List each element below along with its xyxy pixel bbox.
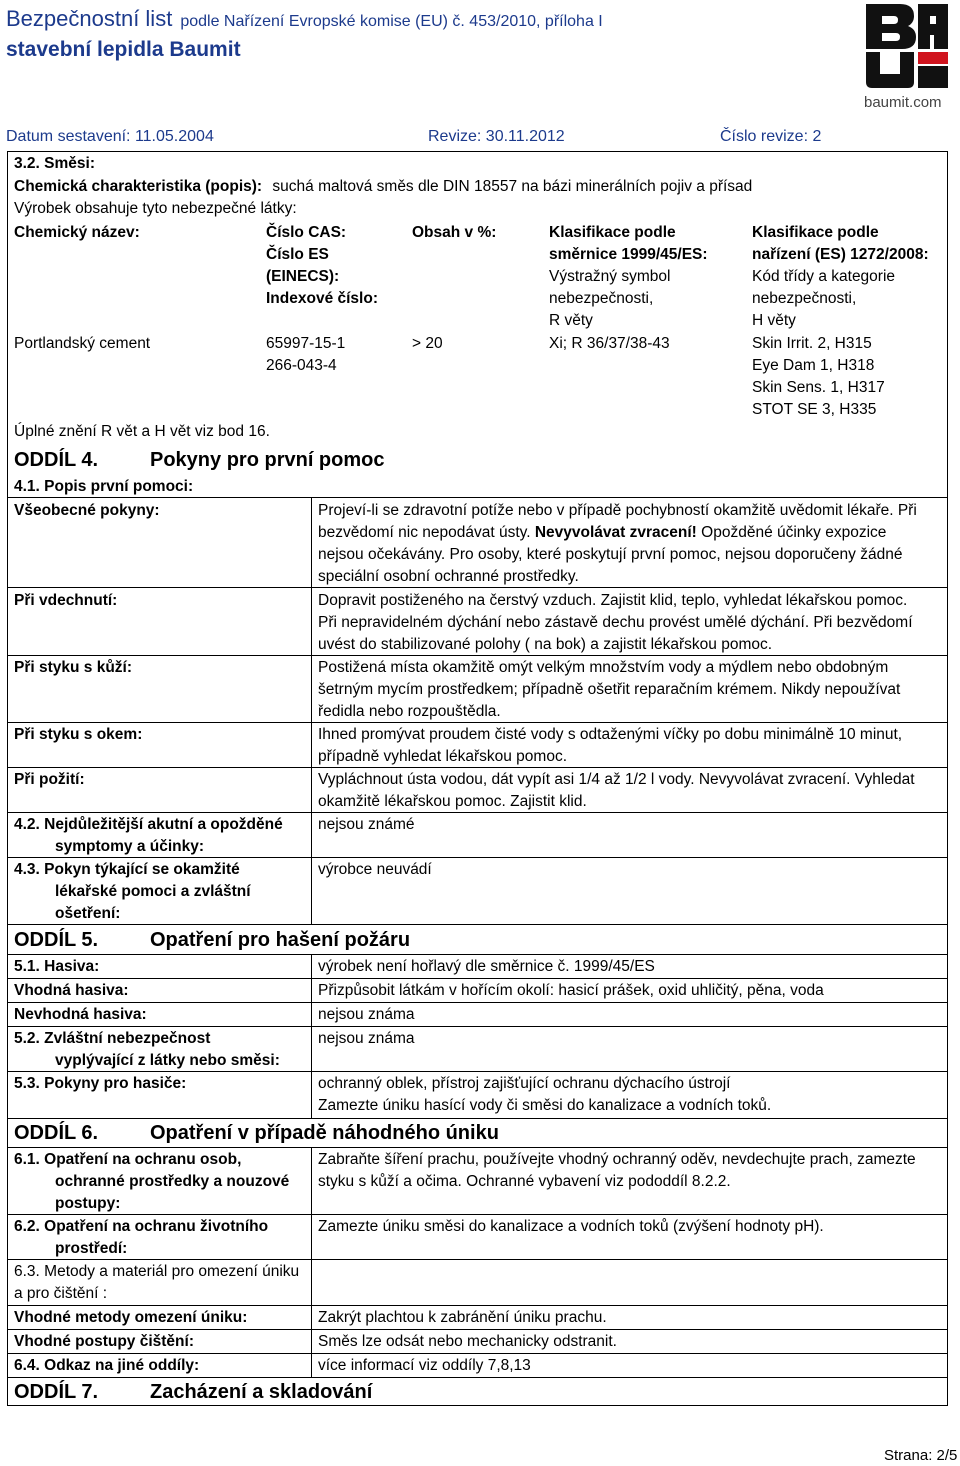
s4-inhal-1: Dopravit postiženého na čerstvý vzduch. Zajistit klid, teplo, vyhledat lékařskou pomoc. <box>318 592 908 609</box>
s3-row-name: Portlandský cement <box>14 335 151 352</box>
s3-col-cas-2: Číslo ES <box>266 246 329 263</box>
s3-col-reg-4: nebezpečnosti, <box>752 290 857 307</box>
s4-ingest-label: Při požití: <box>14 771 85 788</box>
s4-43-label-3: ošetření: <box>55 905 121 922</box>
s5-53-label: 5.3. Pokyny pro hasiče: <box>14 1075 187 1092</box>
document-title <box>6 6 603 32</box>
s6-62-label-2: prostředí: <box>55 1240 128 1257</box>
s4-eye-2: případně vyhledat lékařskou pomoc. <box>318 748 568 765</box>
s4-general-2a: bezvědomí nic nepodávat ústy. <box>318 524 531 541</box>
s5-unsuit-value: nejsou známa <box>318 1006 415 1023</box>
s5-number: ODDÍL 5. <box>14 929 99 951</box>
divider <box>8 1214 947 1215</box>
s3-char-value: suchá maltová směs dle DIN 18557 na bázi minerálních pojiv a přísad <box>272 178 753 195</box>
s3-row-h-1: Skin Irrit. 2, H315 <box>752 335 872 352</box>
s4-ingest-1: Vypláchnout ústa vodou, dát vypít asi 1/4 až 1/2 l vody. Nevyvolávat zvracení. Vyhledat <box>318 771 915 788</box>
s4-skin-3: ředidla nebo rozpouštědla. <box>318 703 501 720</box>
divider <box>8 1071 947 1072</box>
s7-title: Zacházení a skladování <box>150 1381 373 1403</box>
s5-52-label-1: 5.2. Zvláštní nebezpečnost <box>14 1030 211 1047</box>
s4-title: Pokyny pro první pomoc <box>150 449 385 471</box>
s6-contain-label: Vhodné metody omezení úniku: <box>14 1309 248 1326</box>
baumit-logo <box>862 2 952 102</box>
s3-row-h-2: Eye Dam 1, H318 <box>752 357 875 374</box>
divider <box>8 924 947 925</box>
s6-64-value: více informací viz oddíly 7,8,13 <box>318 1357 531 1374</box>
divider <box>8 1002 947 1003</box>
revision-date: Revize: 30.11.2012 <box>428 128 565 145</box>
divider <box>8 954 947 955</box>
s4-42-label-1: 4.2. Nejdůležitější akutní a opožděné <box>14 816 283 833</box>
divider <box>8 587 947 588</box>
title-main: Bezpečnostní list <box>6 6 173 31</box>
s4-skin-2: šetrným mycím prostředkem; případně ošetřit reparačním krémem. Nikdy nepoužívat <box>318 681 901 698</box>
divider <box>8 1353 947 1354</box>
s4-ingest-2: okamžitě lékařskou pomoc. Zajistit klid. <box>318 793 587 810</box>
s3-row-es: 266-043-4 <box>266 357 337 374</box>
compiled-date: Datum sestavení: 11.05.2004 <box>6 128 214 145</box>
s3-col-cas-1: Číslo CAS: <box>266 224 347 241</box>
s5-suit-label: Vhodná hasiva: <box>14 982 129 999</box>
s3-col-dir-3: Výstražný symbol <box>549 268 671 285</box>
s3-col-cas-3: (EINECS): <box>266 268 340 285</box>
s4-inhal-label: Při vdechnutí: <box>14 592 118 609</box>
divider <box>8 812 947 813</box>
divider <box>8 767 947 768</box>
s6-61-label-1: 6.1. Opatření na ochranu osob, <box>14 1151 242 1168</box>
divider <box>8 655 947 656</box>
s3-col-reg-5: H věty <box>752 312 796 329</box>
column-divider <box>311 497 312 924</box>
divider <box>8 1118 947 1119</box>
divider <box>8 1259 947 1260</box>
s4-general-2c: Opožděné účinky expozice <box>701 524 887 541</box>
s3-col-reg-1: Klasifikace podle <box>752 224 879 241</box>
s3-col-reg-2: nařízení (ES) 1272/2008: <box>752 246 929 263</box>
title-sub: podle Nařízení Evropské komise (EU) č. 453/2010, příloha I <box>180 13 603 30</box>
s6-title: Opatření v případě náhodného úniku <box>150 1122 499 1144</box>
s6-clean-value: Směs lze odsát nebo mechanicky odstranit. <box>318 1333 617 1350</box>
s6-63-label-2: a pro čištění : <box>14 1285 108 1302</box>
s6-61-label-2: ochranné prostředky a nouzové <box>55 1173 290 1190</box>
s5-52-label-2: vyplývající z látky nebo směsi: <box>55 1052 280 1069</box>
logo-url: baumit.com <box>864 94 942 111</box>
s5-title: Opatření pro hašení požáru <box>150 929 411 951</box>
s3-full-text: Úplné znění R vět a H vět viz bod 16. <box>14 423 270 440</box>
column-divider <box>311 1147 312 1377</box>
s6-61-label-3: postupy: <box>55 1195 121 1212</box>
s3-row-cas: 65997-15-1 <box>266 335 346 352</box>
s3-col-content: Obsah v %: <box>412 224 497 241</box>
s5-52-value: nejsou známa <box>318 1030 415 1047</box>
divider <box>8 857 947 858</box>
s4-eye-label: Při styku s okem: <box>14 726 143 743</box>
s5-51-value: výrobek není hořlavý dle směrnice č. 1999/45/ES <box>318 958 655 975</box>
s5-suit-value: Přizpůsobit látkám v hořícím okolí: hasicí prášek, oxid uhličitý, pěna, voda <box>318 982 824 999</box>
s4-inhal-2: Při nepravidelném dýchání nebo zástavě dechu provést umělé dýchání. Při bezvědomí <box>318 614 913 631</box>
s3-col-name: Chemický název: <box>14 224 140 241</box>
s6-62-value: Zamezte úniku směsi do kanalizace a vodních toků (zvýšení hodnoty pH). <box>318 1218 824 1235</box>
s3-col-dir-5: R věty <box>549 312 593 329</box>
divider <box>8 1305 947 1306</box>
s4-general-label: Všeobecné pokyny: <box>14 502 160 519</box>
divider <box>8 722 947 723</box>
s4-42-label-2: symptomy a účinky: <box>55 838 205 855</box>
s4-general-1: Projeví-li se zdravotní potíže nebo v případě pochybností okamžitě uvědomit lékaře. Při <box>318 502 917 519</box>
s4-skin-label: Při styku s kůží: <box>14 659 133 676</box>
revision-number: Číslo revize: 2 <box>720 128 822 145</box>
s4-eye-1: Ihned promývat proudem čisté vody s odtaženými víčky po dobu minimálně 10 minut, <box>318 726 903 743</box>
s5-51-label: 5.1. Hasiva: <box>14 958 100 975</box>
s6-contain-value: Zakrýt plachtou k zabránění úniku prachu. <box>318 1309 607 1326</box>
s3-char-label: Chemická charakteristika (popis): <box>14 178 263 195</box>
s4-general-3: nejsou očekávány. Pro osoby, které poskytují první pomoc, nejsou doporučeny žádné <box>318 546 903 563</box>
s4-general-2 <box>318 522 886 544</box>
s5-53-value-2: Zamezte úniku hasící vody či směsi do kanalizace a vodních toků. <box>318 1097 772 1114</box>
s3-row-h-4: STOT SE 3, H335 <box>752 401 877 418</box>
s3-col-dir-2: směrnice 1999/45/ES: <box>549 246 708 263</box>
page-number: Strana: 2/5 <box>884 1447 958 1464</box>
divider <box>8 1026 947 1027</box>
s3-contains: Výrobek obsahuje tyto nebezpečné látky: <box>14 200 297 217</box>
s4-general-2b: Nevyvolávat zvracení! <box>534 524 697 541</box>
s7-number: ODDÍL 7. <box>14 1381 99 1403</box>
s3-heading: 3.2. Směsi: <box>14 155 95 172</box>
divider <box>8 497 947 498</box>
s5-53-value-1: ochranný oblek, přístroj zajišťující ochranu dýchacího ústrojí <box>318 1075 731 1092</box>
s4-43-label-1: 4.3. Pokyn týkající se okamžité <box>14 861 240 878</box>
s3-row-r: Xi; R 36/37/38-43 <box>549 335 670 352</box>
s6-61-value-1: Zabraňte šíření prachu, používejte vhodný ochranný oděv, nevdechujte prach, zamezte <box>318 1151 916 1168</box>
s4-42-value: nejsou známé <box>318 816 415 833</box>
s6-clean-label: Vhodné postupy čištění: <box>14 1333 194 1350</box>
s6-number: ODDÍL 6. <box>14 1122 99 1144</box>
s3-row-content: > 20 <box>412 335 443 352</box>
s5-unsuit-label: Nevhodná hasiva: <box>14 1006 147 1023</box>
divider <box>8 1329 947 1330</box>
column-divider <box>311 954 312 1118</box>
divider <box>8 978 947 979</box>
divider <box>8 1147 947 1148</box>
s6-63-label-1: 6.3. Metody a materiál pro omezení úniku <box>14 1263 300 1280</box>
s4-skin-1: Postižená místa okamžitě omýt velkým množstvím vody a mýdlem nebo obdobným <box>318 659 889 676</box>
s6-62-label-1: 6.2. Opatření na ochranu životního <box>14 1218 269 1235</box>
s4-general-4: speciální osobní ochranné prostředky. <box>318 568 579 585</box>
s3-row-h-3: Skin Sens. 1, H317 <box>752 379 885 396</box>
s3-col-reg-3: Kód třídy a kategorie <box>752 268 896 285</box>
s4-43-value: výrobce neuvádí <box>318 861 432 878</box>
s3-characteristic <box>14 176 752 198</box>
s4-inhal-3: uvést do stabilizované polohy ( na bok) a zajistit lékařskou pomoc. <box>318 636 773 653</box>
s4-number: ODDÍL 4. <box>14 449 99 471</box>
s6-61-value-2: styku s kůží a očima. Ochranné vybavení viz pododdíl 8.2.2. <box>318 1173 731 1190</box>
s3-col-cas-4: Indexové číslo: <box>266 290 378 307</box>
product-name: stavební lepidla Baumit <box>6 38 241 61</box>
divider <box>8 1377 947 1378</box>
s3-col-dir-4: nebezpečnosti, <box>549 290 654 307</box>
s3-col-dir-1: Klasifikace podle <box>549 224 676 241</box>
s4-sub41: 4.1. Popis první pomoci: <box>14 478 194 495</box>
s4-43-label-2: lékařské pomoci a zvláštní <box>55 883 251 900</box>
s6-64-label: 6.4. Odkaz na jiné oddíly: <box>14 1357 200 1374</box>
